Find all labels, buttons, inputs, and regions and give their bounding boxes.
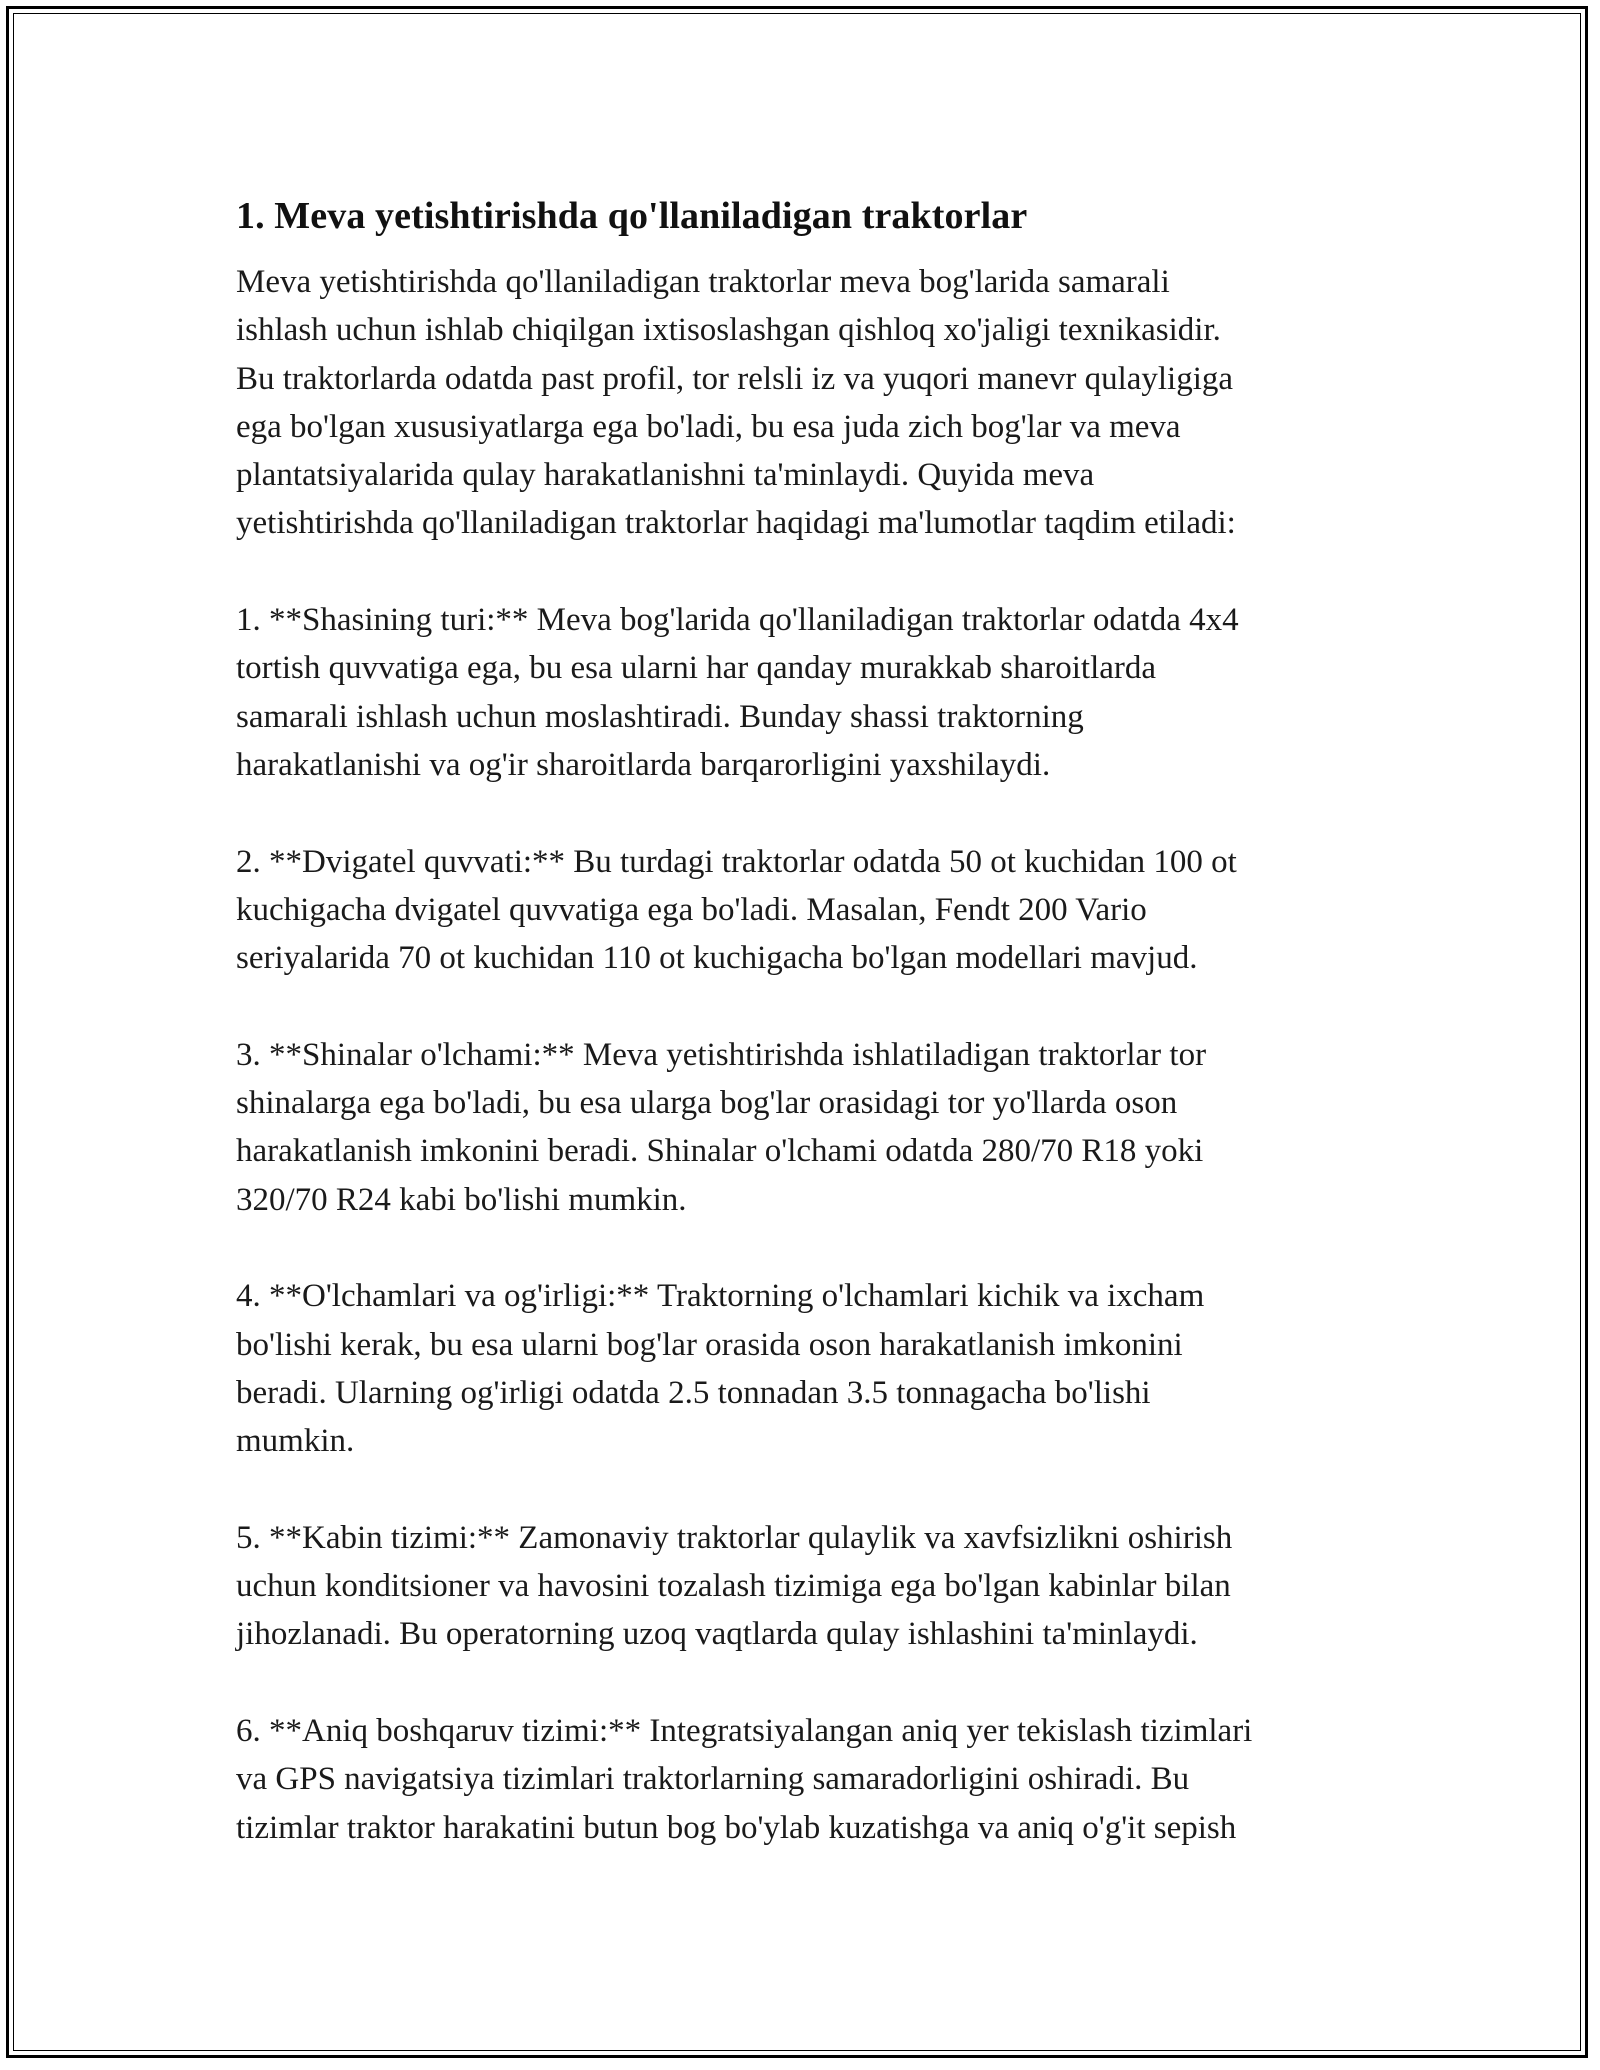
- intro-paragraph: Meva yetishtirishda qo'llaniladigan traktorlar meva bog'larida samarali ishlash uchun ishlab chiqilgan ixtisoslashgan qishloq xo'jaligi texnikasidir. Bu traktorlarda odatda past profil, tor relsli iz va yuqori manevr qulayligiga ega bo'lgan xususiyatlarga ega bo'ladi, bu esa juda zich bog'lar va meva plantatsiyalarida qulay harakatlanishni ta'minlaydi. Quyida meva yetishtirishda qo'llaniladigan traktorlar haqidagi ma'lumotlar taqdim etiladi:: [236, 264, 1236, 542]
- list-item-precision-control: 6. **Aniq boshqaruv tizimi:** Integratsiyalangan aniq yer tekislash tizimlari va GPS navigatsiya tizimlari traktorlarning samaradorligini oshiradi. Bu tizimlar traktor harakatini butun bog bo'ylab kuzatishga va aniq o'g'it sepish: [236, 1712, 1253, 1846]
- section-heading: 1. Meva yetishtirishda qo'llaniladigan traktorlar: [236, 195, 1028, 237]
- list-item-cabin-system: 5. **Kabin tizimi:** Zamonaviy traktorlar qulaylik va xavfsizlikni oshirish uchun konditsioner va havosini tozalash tizimiga ega bo'lgan kabinlar bilan jihozlanadi. Bu operatorning uzoq vaqtlarda qulay ishlashini ta'minlaydi.: [236, 1519, 1233, 1653]
- list-item-dimensions-weight: 4. **O'lchamlari va og'irligi:** Traktorning o'lchamlari kichik va ixcham bo'lishi kerak, bu esa ularni bog'lar orasida oson harakatlanish imkonini beradi. Ularning og'irligi odatda 2.5 tonnadan 3.5 tonnagacha bo'lishi mumkin.: [236, 1278, 1205, 1460]
- list-item-tire-size: 3. **Shinalar o'lchami:** Meva yetishtirishda ishlatiladigan traktorlar tor shinalarga ega bo'ladi, bu esa ularga bog'lar orasidagi tor yo'llarda oson harakatlanish imkonini beradi. Shinalar o'lchami odatda 280/70 R18 yoki 320/70 R24 kabi bo'lishi mumkin.: [236, 1036, 1207, 1218]
- list-item-chassis: 1. **Shasining turi:** Meva bog'larida qo'llaniladigan traktorlar odatda 4x4 tortish quvvatiga ega, bu esa ularni har qanday murakkab sharoitlarda samarali ishlash uchun moslashtiradi. Bunday shassi traktorning harakatlanishi va og'ir sharoitlarda barqarorligini yaxshilaydi.: [236, 602, 1239, 783]
- list-item-engine-power: 2. **Dvigatel quvvati:** Bu turdagi traktorlar odatda 50 ot kuchidan 100 ot kuchigacha dvigatel quvvatiga ega bo'ladi. Masalan, Fendt 200 Vario seriyalarida 70 ot kuchidan 110 ot kuchigacha bo'lgan modellari mavjud.: [236, 843, 1237, 977]
- document-body: [236, 186, 1386, 1852]
